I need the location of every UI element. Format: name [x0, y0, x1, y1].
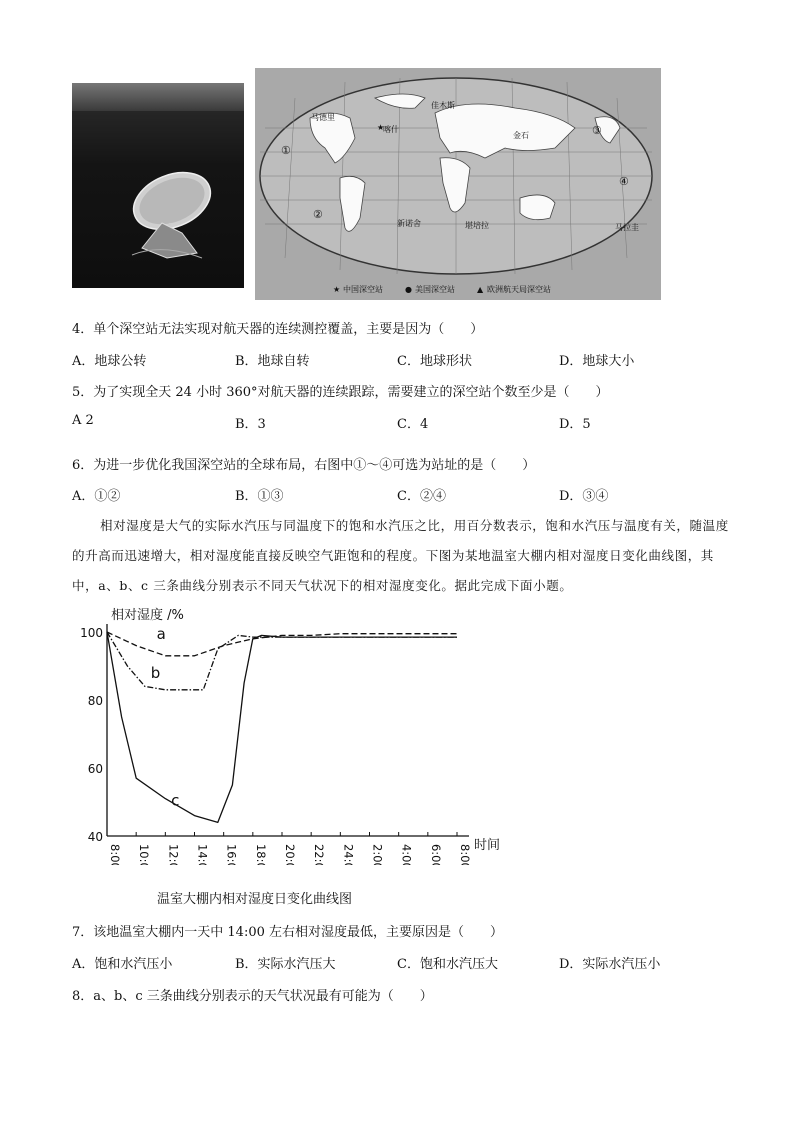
q4-option-a[interactable]: A．地球公转: [72, 354, 147, 369]
q4-option-d[interactable]: D．地球大小: [559, 354, 635, 369]
map-circle-3: ③: [592, 124, 602, 137]
y-tick-label: 80: [87, 694, 103, 708]
map-label-new-norcia: 新诺舍: [397, 219, 421, 228]
q7-option-d[interactable]: D．实际水汽压小: [559, 957, 661, 972]
series-label-c: c: [171, 791, 180, 810]
map-label-jiamusi: 佳木斯: [431, 101, 455, 110]
world-map-drawing: [255, 68, 661, 300]
y-axis-label: 相对湿度 /%: [111, 608, 184, 623]
svg-text:▲: ▲: [477, 285, 484, 294]
map-label-malargue: 马拉圭: [615, 223, 639, 232]
y-tick-label: 40: [87, 830, 103, 844]
q6-option-d[interactable]: D．③④: [559, 489, 609, 504]
x-tick-label: 8:00: [108, 844, 122, 865]
x-tick-label: 8:00: [458, 844, 472, 865]
q5-option-c[interactable]: C．4: [397, 417, 429, 432]
legend-usa: 美国深空站: [415, 285, 455, 294]
map-label-madrid: 马德里: [311, 113, 335, 122]
x-tick-label: 18:00: [253, 844, 268, 865]
x-tick-label: 24:00: [341, 844, 356, 865]
humidity-chart: [80, 605, 520, 905]
map-circle-1: ①: [281, 144, 291, 157]
x-tick-label: 2:00: [370, 844, 385, 865]
question-6-stem: 6．为进一步优化我国深空站的全球布局，右图中①～④可选为站址的是（ ）: [72, 458, 536, 473]
question-5-stem: 5．为了实现全天 24 小时 360°对航天器的连续跟踪，需要建立的深空站个数至少是（ ）: [72, 385, 609, 400]
q6-option-a[interactable]: A．①②: [72, 489, 121, 504]
q7-option-a[interactable]: A．饱和水汽压小: [72, 957, 173, 972]
svg-text:●: ●: [405, 285, 412, 294]
x-axis-label: 时间: [474, 838, 501, 853]
question-7-stem: 7．该地温室大棚内一天中 14:00 左右相对湿度最低，主要原因是（ ）: [72, 925, 503, 940]
q6-option-b[interactable]: B．①③: [235, 489, 284, 504]
map-circle-2: ②: [313, 208, 323, 221]
x-tick-label: 14:00: [195, 844, 210, 865]
x-tick-label: 10:00: [137, 844, 152, 865]
map-label-kashi: 喀什: [383, 125, 399, 134]
map-circle-4: ④: [619, 175, 629, 188]
x-tick-label: 12:00: [166, 844, 181, 865]
q7-option-b[interactable]: B．实际水汽压大: [235, 957, 336, 972]
map-label-goldstone: 金石: [513, 131, 529, 140]
x-tick-label: 6:00: [428, 844, 443, 865]
x-tick-label: 16:00: [224, 844, 239, 865]
legend-china: 中国深空站: [343, 285, 383, 294]
svg-text:★: ★: [333, 285, 341, 294]
series-label-b: b: [150, 663, 161, 682]
x-tick-label: 4:00: [399, 844, 414, 865]
chart-caption: 温室大棚内相对湿度日变化曲线图: [157, 892, 353, 907]
humidity-chart-svg: [80, 605, 520, 865]
map-label-canberra: 堪培拉: [465, 221, 489, 230]
question-8-stem: 8．a、b、c 三条曲线分别表示的天气状况最有可能为（ ）: [72, 989, 433, 1004]
q7-option-c[interactable]: C．饱和水汽压大: [397, 957, 498, 972]
q6-option-c[interactable]: C．②④: [397, 489, 446, 504]
svg-text:★: ★: [377, 123, 385, 132]
passage-text: 相对湿度是大气的实际水汽压与同温度下的饱和水汽压之比，用百分数表示，饱和水汽压与温度有关，随温度的升高而迅速增大，相对湿度能直接反映空气距饱和的程度。下图为某地温室大棚内相对湿度日变化曲线图，其中，a、b、c 三条曲线分别表示不同天气状况下的相对湿度变化。据此完成下面小题。: [72, 518, 729, 593]
antenna-photo: [72, 83, 244, 288]
q5-option-a[interactable]: A 2: [72, 413, 94, 428]
x-tick-label: 20:00: [283, 844, 297, 865]
x-tick-label: 22:00: [312, 844, 327, 865]
q4-option-c[interactable]: C．地球形状: [397, 354, 472, 369]
series-line-c: [107, 632, 457, 822]
antenna-dish-drawing: [72, 83, 244, 288]
legend-europe: 欧洲航天局深空站: [487, 285, 551, 294]
q5-option-b[interactable]: B．3: [235, 417, 266, 432]
q5-option-d[interactable]: D．5: [559, 417, 591, 432]
y-tick-label: 60: [87, 762, 103, 776]
series-label-a: a: [156, 624, 166, 643]
world-map-photo: [255, 68, 661, 300]
question-4-stem: 4．单个深空站无法实现对航天器的连续测控覆盖，主要是因为（ ）: [72, 322, 484, 337]
y-tick-label: 100: [80, 626, 103, 640]
q4-option-b[interactable]: B．地球自转: [235, 354, 310, 369]
